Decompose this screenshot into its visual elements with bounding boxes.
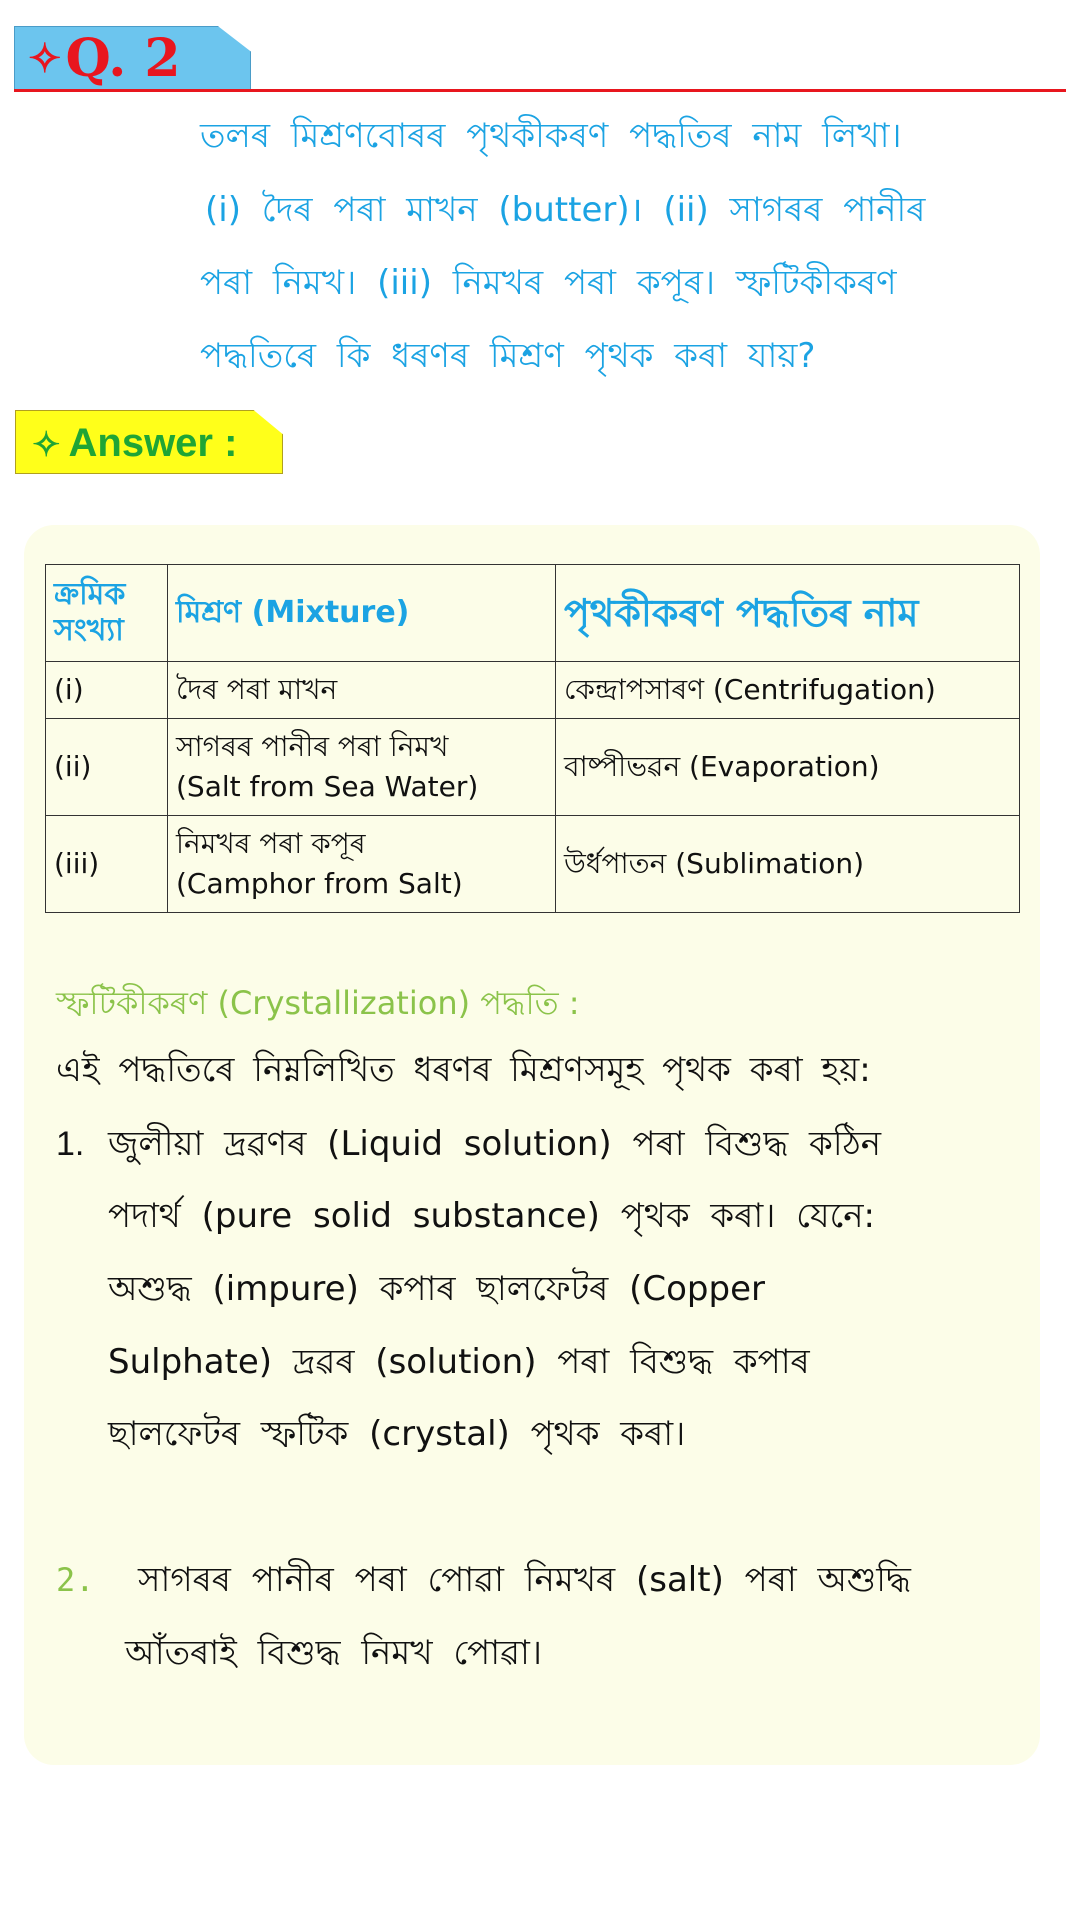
question-line-2: (i) দৈৰ পৰা মাখন (butter)। (ii) সাগৰৰ পানীৰ	[205, 190, 926, 230]
list-item-line: ছালফেটৰ স্ফটিক (crystal) পৃথক কৰা।	[108, 1414, 686, 1454]
list-item-line: আঁতৰাই বিশুদ্ধ নিমখ পোৱা।	[125, 1633, 543, 1673]
answer-label	[32, 413, 237, 473]
mixture-line: সাগৰৰ পানীৰ পৰা নিমখ	[176, 730, 449, 763]
crystallization-heading: স্ফটিকীকৰণ (Crystallization) পদ্ধতি :	[56, 984, 580, 1022]
mixture-line: (Salt from Sea Water)	[176, 770, 479, 803]
header-separation-method: পৃথকীকৰণ পদ্ধতিৰ নাম	[556, 565, 1020, 662]
mixture-line: (Camphor from Salt)	[176, 867, 463, 900]
question-label	[28, 24, 181, 94]
list-number: 1.	[56, 1125, 85, 1163]
answer-title: Answer :	[68, 421, 238, 465]
table-row	[46, 719, 1020, 816]
row-method: উৰ্ধপাতন (Sublimation)	[556, 816, 1020, 913]
row-mixture	[168, 816, 556, 913]
list-item-line: পদাৰ্থ (pure solid substance) পৃথক কৰা। যেনে:	[108, 1196, 875, 1236]
list-item-line: জুলীয়া দ্ৰৱণৰ (Liquid solution) পৰা বিশুদ্ধ কঠিন	[108, 1124, 882, 1164]
row-number: (i)	[46, 662, 168, 719]
row-number: (ii)	[46, 719, 168, 816]
table-row	[46, 662, 1020, 719]
crystallization-intro: এই পদ্ধতিৰে নিম্নলিখিত ধৰণৰ মিশ্ৰণসমূহ পৃথক কৰা হয়:	[56, 1050, 871, 1090]
row-number: (iii)	[46, 816, 168, 913]
list-item-line: Sulphate) দ্ৰৱৰ (solution) পৰা বিশুদ্ধ কপাৰ	[108, 1342, 810, 1382]
question-line-1: তলৰ মিশ্ৰণবোৰৰ পৃথকীকৰণ পদ্ধতিৰ নাম লিখা।	[200, 116, 902, 156]
list-item-line: অশুদ্ধ (impure) কপাৰ ছালফেটৰ (Copper	[108, 1269, 765, 1309]
table-row	[46, 816, 1020, 913]
header-serial-number: ক্ৰমিক সংখ্যা	[46, 565, 168, 662]
row-mixture	[168, 719, 556, 816]
list-item-line: সাগৰৰ পানীৰ পৰা পোৱা নিমখৰ (salt) পৰা অশুদ্ধি	[138, 1560, 911, 1600]
row-method: বাষ্পীভৱন (Evaporation)	[556, 719, 1020, 816]
question-line-4: পদ্ধতিৰে কি ধৰণৰ মিশ্ৰণ পৃথক কৰা যায়?	[200, 336, 816, 376]
mixture-line: দৈৰ পৰা মাখন	[176, 673, 338, 706]
question-underline	[14, 89, 1066, 92]
header-mixture: মিশ্ৰণ (Mixture)	[168, 565, 556, 662]
question-line-3: পৰা নিমখ। (iii) নিমখৰ পৰা কপূৰ। স্ফটিকীকৰণ	[200, 263, 897, 303]
sparkle-icon: ✧	[28, 35, 62, 82]
separation-methods-table	[45, 564, 1020, 913]
table-header-row	[46, 565, 1020, 662]
row-method: কেন্দ্ৰাপসাৰণ (Centrifugation)	[556, 662, 1020, 719]
sparkle-icon: ✧	[32, 426, 61, 464]
mixture-line: নিমখৰ পৰা কপূৰ	[176, 827, 366, 860]
question-number: Q. 2	[65, 28, 181, 89]
row-mixture	[168, 662, 556, 719]
list-number: 2.	[56, 1561, 95, 1599]
